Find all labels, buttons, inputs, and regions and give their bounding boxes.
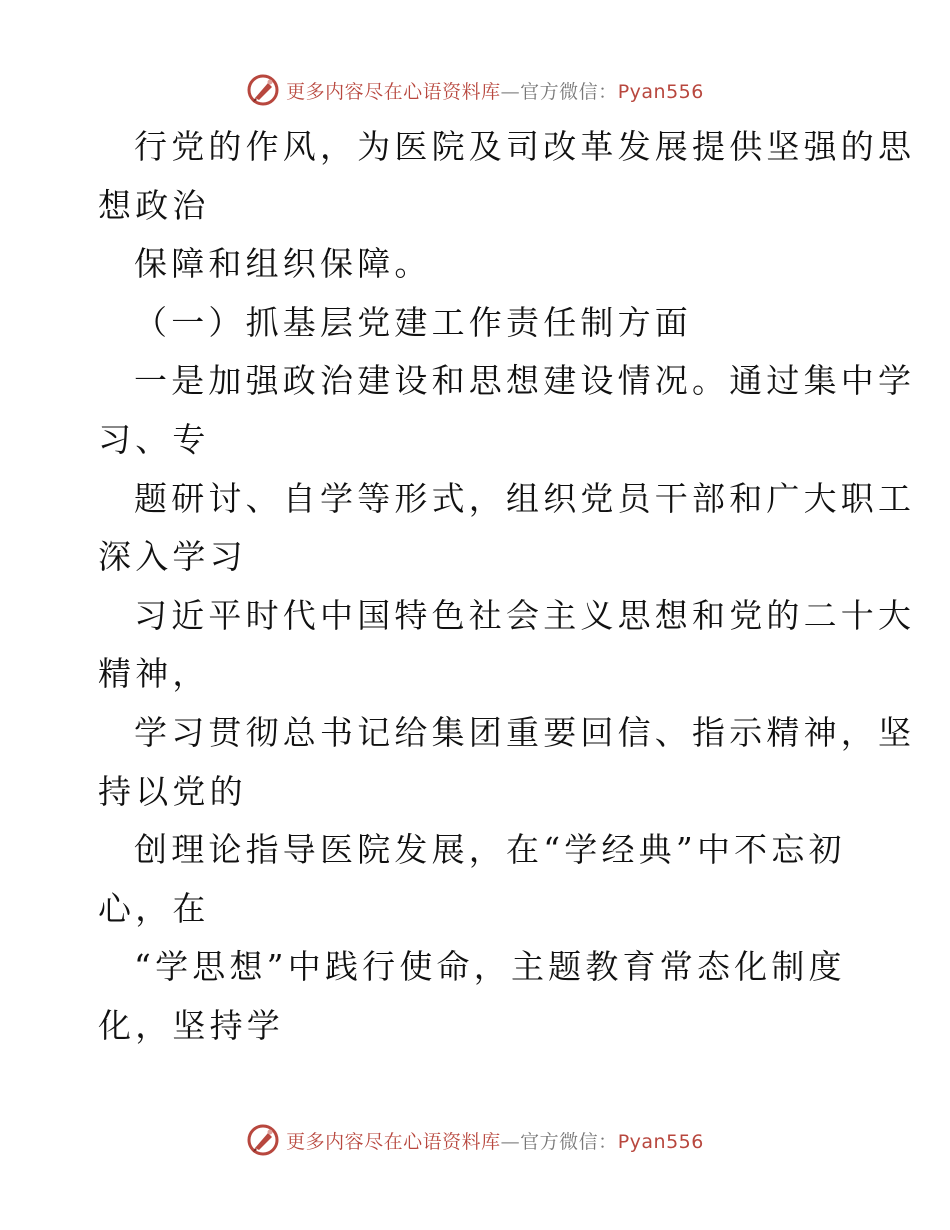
text-line: 精神， [98,654,210,694]
watermark-dash: — [500,80,521,103]
document-body [98,118,916,1056]
text-line: “学思想”中践行使命，主题教育常态化制度 [134,947,846,987]
pen-logo-icon [246,1123,280,1157]
watermark-id: Pyan556 [617,80,704,103]
watermark-id: Pyan556 [617,1130,704,1153]
watermark-sub: 官方微信： [520,80,618,103]
text-line: 持以党的 [98,771,247,811]
text-line: 一是加强政治建设和思想建设情况。通过集中学 [134,361,916,401]
text-line: 题研讨、自学等形式，组织党员干部和广大职工 [134,478,916,518]
text-line: 行党的作风，为医院及司改革发展提供坚强的思 [134,127,916,166]
text-line: 化，坚持学 [98,1005,284,1045]
watermark-sub: 官方微信： [520,1130,618,1153]
watermark-text [286,77,704,104]
watermark-dash: — [500,1130,521,1153]
watermark-text [286,1127,704,1154]
section-heading: （一）抓基层党建工作责任制方面 [134,302,692,342]
header-watermark [0,70,950,110]
text-line: 心，在 [98,888,210,928]
text-line: 想政治 [98,185,210,225]
text-line: 深入学习 [98,537,247,577]
text-line: 习、专 [98,419,210,459]
text-line: 学习贯彻总书记给集团重要回信、指示精神，坚 [134,712,916,752]
text-line: 习近平时代中国特色社会主义思想和党的二十大 [134,595,916,635]
text-line: 保障和组织保障。 [134,244,432,284]
watermark-main: 更多内容尽在心语资料库 [286,80,501,103]
text-line: 创理论指导医院发展，在“学经典”中不忘初 [134,830,846,870]
pen-logo-icon [246,73,280,107]
footer-watermark [0,1120,950,1160]
watermark-main: 更多内容尽在心语资料库 [286,1130,501,1153]
